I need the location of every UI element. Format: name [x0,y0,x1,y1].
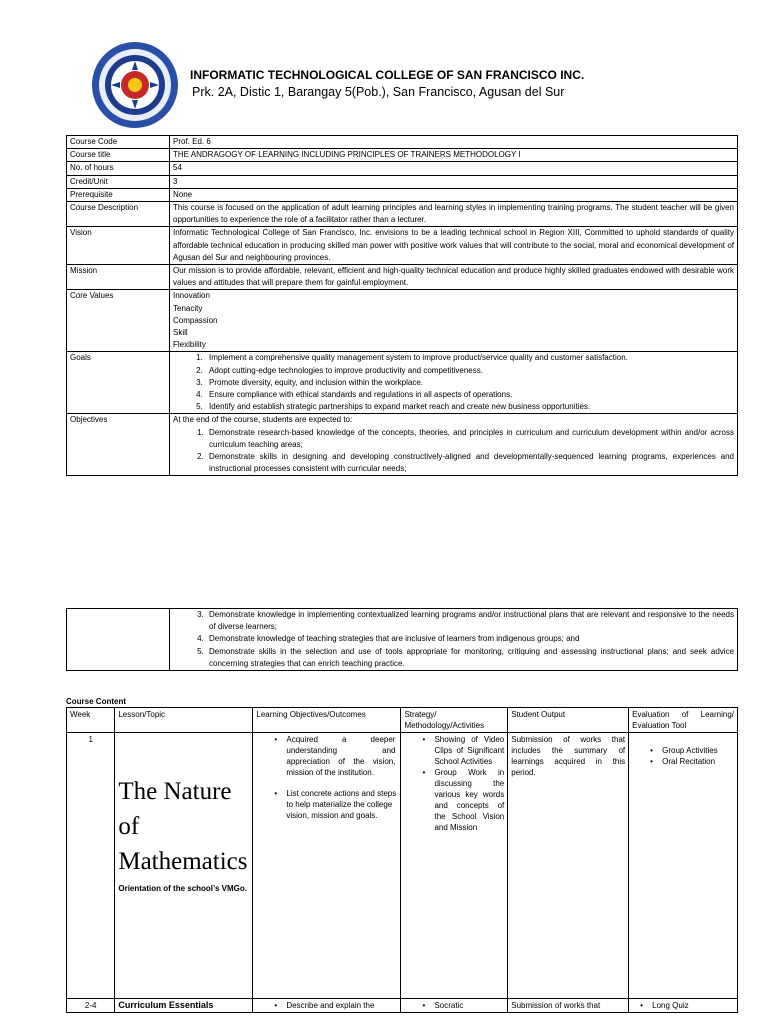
core-value: Tenacity [173,303,203,313]
vision-label: Vision [67,227,170,265]
objectives-cell [253,733,401,999]
objectives-label: Objectives [67,414,170,476]
objective-item: 1. Demonstrate research-based knowledge of the concepts, theories, and principles in curriculum and curriculum development within and/or across curriculum teaching areas; [206,427,734,451]
objective-item: 5. Demonstrate skills in the selection and use of tools appropriate for monitoring, critiquing and assessing instructional plans; and seek advice concerning strategies that can enrich teaching practice. [206,646,734,670]
core-values-list [170,290,738,352]
output-cell: Submission of works that includes the summary of learnings acquired in this period. [508,733,629,999]
table-row [67,188,738,201]
objectives-list [170,414,738,476]
table-row [67,202,738,227]
header-evaluation: Evaluation of Learning/ Evaluation Tool [629,708,738,733]
description-label: Course Description [67,202,170,227]
goal-item: 3. Promote diversity, equity, and inclusion within the workplace. [205,377,734,389]
lesson-cell: Curriculum Essentials [115,999,253,1013]
list-item: • Long Quiz [652,1000,734,1011]
description-value: This course is focused on the application of adult learning principles and learning styles in implementing training programs. The student teacher will be given opportunities to experience the role of a facilitator rather than a lecturer. [170,202,738,227]
goal-item: 5. Identify and establish strategic partnerships to expand market reach and create new business opportunities. [205,401,734,413]
goal-item: 4. Ensure compliance with ethical standards and regulations in all aspects of operations. [205,389,734,401]
lesson-cell [115,733,253,999]
credit-label: Credit/Unit [67,175,170,188]
goals-label: Goals [67,352,170,414]
core-value: Flexibility [173,340,206,350]
evaluation-cell [629,999,738,1013]
hours-label: No. of hours [67,162,170,175]
table-row [67,227,738,265]
core-value: Skill [173,328,188,338]
lesson-title: The Nature of Mathematics [118,778,248,875]
objective-item: 4. Demonstrate knowledge of teaching strategies that are inclusive of learners from indigenous groups; and [206,633,734,645]
evaluation-cell [629,733,738,999]
objectives-continuation-table [66,608,738,671]
mission-value: Our mission is to provide affordable, relevant, efficient and high-quality technical education and produce highly skilled graduates endowed with desirable work values and attitudes that will prepare them for gainful employment. [170,265,738,290]
hours-value: 54 [170,162,738,175]
empty-label-cell [67,609,170,671]
college-address: Prk. 2A, Distic 1, Barangay 5(Pob.), San Francisco, Agusan del Sur [192,85,565,99]
header-week: Week [67,708,115,733]
strategy-cell [401,999,508,1013]
goal-item: 2. Adopt cutting-edge technologies to improve productivity and competitiveness. [205,365,734,377]
prerequisite-value: None [170,188,738,201]
course-code-label: Course Code [67,136,170,149]
table-row [67,352,738,414]
vision-value: Informatic Technological College of San Francisco, Inc. envisions to be a leading technical school in Region XIII, Committed to uphold standards of quality affordable technical education in producing skilled man power with positive work values that will contribute to the social, moral and economical development of Agusan del Sur and neighbouring provinces. [170,227,738,265]
credit-value: 3 [170,175,738,188]
course-info-table [66,135,738,476]
goals-list [170,352,738,414]
header-strategy: Strategy/ Methodology/Activities [401,708,508,733]
core-value: Innovation [173,291,210,301]
list-item: • Acquired a deeper understanding and appreciation of the vision, mission of the institution. [286,734,395,778]
objective-item: 2. Demonstrate skills in designing and developing constructively-aligned and developmentally-sequenced learning programs, experiences and instructional processes consistent with curricular needs; [206,451,734,475]
header-objectives: Learning Objectives/Outcomes [253,708,401,733]
table-row [67,414,738,476]
output-cell: Submission of works that [508,999,629,1013]
week-cell: 2-4 [67,999,115,1013]
course-title-value: THE ANDRAGOGY OF LEARNING INCLUDING PRINCIPLES OF TRAINERS METHODOLOGY I [170,149,738,162]
list-item: • Group Work in discussing the various key words and concepts of the School Vision and Mission [434,767,504,833]
list-item: • Group Activities [662,745,734,756]
core-value: Compassion [173,315,218,325]
course-content-heading: Course Content [66,697,126,706]
goal-item: 1. Implement a comprehensive quality management system to improve product/service quality and customer satisfaction. [205,352,734,364]
list-item: • Describe and explain the [286,1000,397,1011]
prerequisite-label: Prerequisite [67,188,170,201]
list-item: • Showing of Video Clips of Significant School Activities [434,734,504,767]
header-lesson: Lesson/Topic [115,708,253,733]
table-row [67,265,738,290]
course-title-label: Course title [67,149,170,162]
objective-item: 3. Demonstrate knowledge in implementing contextualized learning programs and/or instructional plans that are relevant and responsive to the needs of diverse learners; [206,609,734,633]
college-seal-logo [90,40,180,130]
course-code-value: Prof. Ed. 6 [170,136,738,149]
strategy-cell [401,733,508,999]
mission-label: Mission [67,265,170,290]
college-name: INFORMATIC TECHNOLOGICAL COLLEGE OF SAN FRANCISCO INC. [190,68,585,82]
list-item: • List concrete actions and steps to help materialize the college vision, mission and goals. [286,788,397,821]
table-row [67,609,738,671]
list-item: • Oral Recitation [662,756,734,767]
objectives-cell [253,999,401,1013]
table-header-row [67,708,738,733]
core-values-label: Core Values [67,290,170,352]
objectives-intro: At the end of the course, students are expected to: [173,415,353,425]
table-row [67,136,738,149]
table-row [67,149,738,162]
header-output: Student Output [508,708,629,733]
table-row [67,290,738,352]
table-row [67,733,738,999]
course-content-table [66,707,738,1013]
table-row [67,175,738,188]
table-row [67,999,738,1013]
lesson-subtitle: Orientation of the school’s VMGo. [118,884,247,893]
table-row [67,162,738,175]
objectives-list-continued [170,609,738,671]
list-item: • Socratic [434,1000,504,1011]
week-cell: 1 [67,733,115,999]
